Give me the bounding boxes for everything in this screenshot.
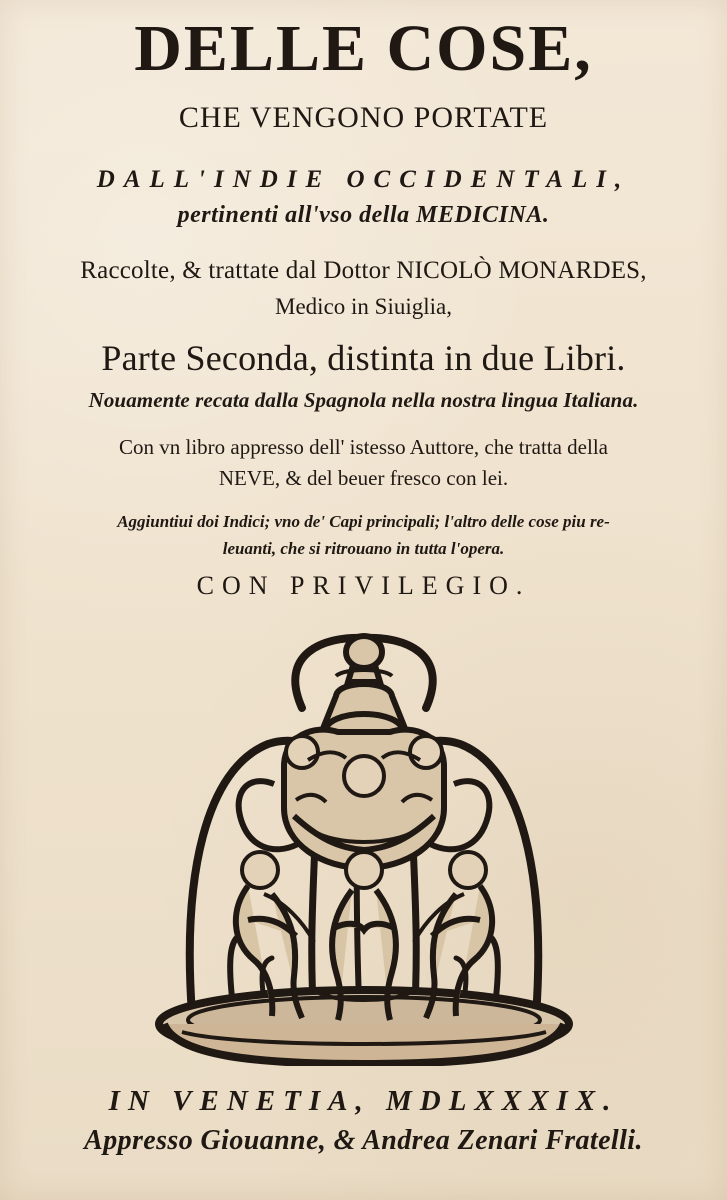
indexes-line-1: Aggiuntiui doi Indici; vno de' Capi principali; l'altro delle cose piu re- — [117, 512, 610, 531]
edition-translation-line: Nouamente recata dalla Spagnola nella nostra lingua Italiana. — [88, 388, 639, 412]
title-subtitle: CHE VENGONO PORTATE — [178, 101, 549, 134]
title-main: DELLE COSE, — [134, 12, 593, 85]
indexes-line-2: leuanti, che si ritrouano in tutta l'opera. — [222, 539, 505, 558]
author-collected-line: Raccolte, & trattate dal Dottor NICOLÒ MONARDES, — [80, 257, 647, 284]
book-description-line-2: NEVE, & del beuer fresco con lei. — [218, 466, 509, 490]
book-description-line-1: Con vn libro appresso dell' istesso Auttore, che tratta della — [118, 435, 608, 459]
privilege-line: CON PRIVILEGIO. — [196, 571, 531, 600]
edition-part-line: Parte Seconda, distinta in due Libri. — [101, 338, 626, 378]
imprint-place-date: IN VENETIA, MDLXXXIX. — [108, 1085, 619, 1117]
imprint-printer-line: Appresso Giouanne, & Andrea Zenari Fratelli. — [84, 1125, 643, 1156]
title-medicine-line: pertinenti all'vso della MEDICINA. — [177, 202, 550, 228]
fountain-woodcut — [148, 624, 580, 1066]
fountain-illustration — [148, 624, 580, 1066]
author-location-line: Medico in Siuiglia, — [275, 294, 452, 319]
title-indies-line: DALL'INDIE OCCIDENTALI, — [96, 166, 631, 193]
